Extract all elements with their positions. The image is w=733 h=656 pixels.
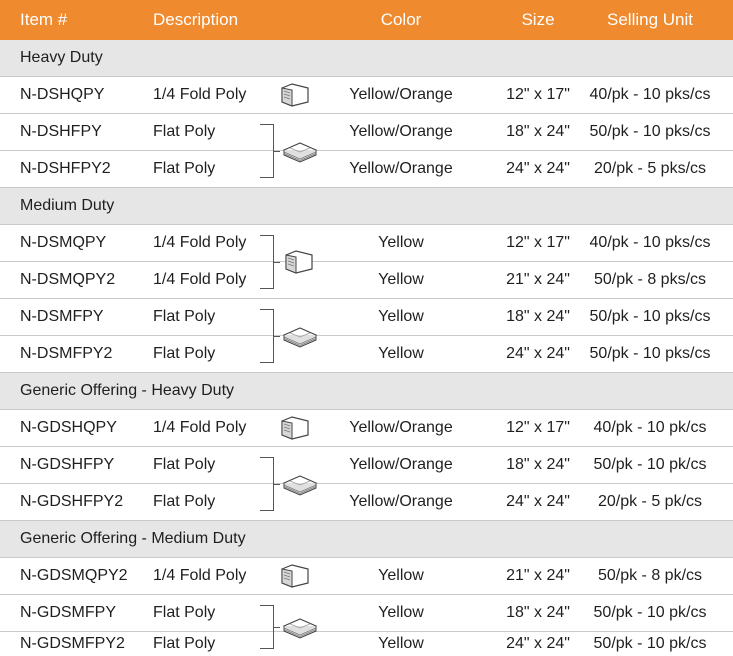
- table-row: [0, 632, 733, 656]
- quarter-fold-poly-icon: [274, 558, 318, 594]
- table-row: [0, 77, 733, 114]
- table-row: [0, 447, 733, 484]
- description: Flat Poly: [153, 493, 216, 510]
- description: 1/4 Fold Poly: [153, 271, 247, 288]
- quarter-fold-poly-icon: [274, 410, 318, 446]
- description: Flat Poly: [153, 635, 216, 652]
- size: 18" x 24": [506, 604, 570, 621]
- selling-unit: 50/pk - 10 pk/cs: [593, 635, 707, 652]
- size: 12" x 17": [506, 234, 570, 251]
- table-row: [0, 336, 733, 373]
- size: 24" x 24": [506, 493, 570, 510]
- section-medium-duty: [0, 188, 733, 225]
- item-number: N-GDSHFPY: [20, 456, 115, 473]
- item-number: N-GDSMQPY2: [20, 567, 128, 584]
- table-row: [0, 410, 733, 447]
- selling-unit: 40/pk - 10 pk/cs: [593, 419, 707, 436]
- table-row: [0, 558, 733, 595]
- item-number: N-GDSMFPY2: [20, 635, 125, 652]
- section-title: Generic Offering - Heavy Duty: [20, 382, 235, 399]
- size: 24" x 24": [506, 160, 570, 177]
- selling-unit: 20/pk - 5 pks/cs: [593, 160, 707, 177]
- section-title: Medium Duty: [20, 197, 115, 214]
- selling-unit: 40/pk - 10 pks/cs: [589, 86, 711, 103]
- size: 12" x 17": [506, 86, 570, 103]
- size: 18" x 24": [506, 308, 570, 325]
- color: Yellow: [378, 567, 424, 584]
- quarter-fold-poly-icon: [274, 77, 318, 113]
- selling-unit: 50/pk - 10 pks/cs: [589, 308, 711, 325]
- size: 21" x 24": [506, 271, 570, 288]
- color: Yellow: [378, 345, 424, 362]
- group-bracket: [260, 457, 274, 511]
- table-row: [0, 484, 733, 521]
- table-row: [0, 262, 733, 299]
- color: Yellow/Orange: [349, 123, 453, 140]
- group-bracket: [260, 235, 274, 289]
- item-number: N-DSHFPY: [20, 123, 102, 140]
- size: 12" x 17": [506, 419, 570, 436]
- size: 18" x 24": [506, 456, 570, 473]
- description: Flat Poly: [153, 123, 216, 140]
- selling-unit: 50/pk - 10 pk/cs: [593, 604, 707, 621]
- description: 1/4 Fold Poly: [153, 86, 247, 103]
- color: Yellow: [378, 234, 424, 251]
- description: Flat Poly: [153, 308, 216, 325]
- size: 24" x 24": [506, 345, 570, 362]
- table-row: [0, 299, 733, 336]
- color: Yellow: [378, 308, 424, 325]
- description: Flat Poly: [153, 456, 216, 473]
- item-number: N-DSMFPY: [20, 308, 104, 325]
- item-number: N-DSMQPY: [20, 234, 107, 251]
- header-color: Color: [380, 10, 422, 29]
- section-title: Generic Offering - Medium Duty: [20, 530, 246, 547]
- item-number: N-GDSHQPY: [20, 419, 117, 436]
- section-generic-heavy-duty: [0, 373, 733, 410]
- item-number: N-DSHQPY: [20, 86, 105, 103]
- color: Yellow/Orange: [349, 493, 453, 510]
- description: Flat Poly: [153, 160, 216, 177]
- group-bracket: [260, 605, 274, 649]
- group-bracket: [260, 309, 274, 363]
- item-number: N-DSMQPY2: [20, 271, 116, 288]
- selling-unit: 50/pk - 10 pks/cs: [589, 345, 711, 362]
- flat-poly-stack-icon: [280, 319, 320, 353]
- color: Yellow/Orange: [349, 86, 453, 103]
- table-header: [0, 0, 733, 40]
- description: 1/4 Fold Poly: [153, 419, 247, 436]
- color: Yellow: [378, 635, 424, 652]
- table-row: [0, 225, 733, 262]
- item-number: N-GDSMFPY: [20, 604, 116, 621]
- item-number: N-GDSHFPY2: [20, 493, 124, 510]
- item-number: N-DSHFPY2: [20, 160, 111, 177]
- description: 1/4 Fold Poly: [153, 567, 247, 584]
- selling-unit: 50/pk - 8 pks/cs: [593, 271, 707, 288]
- color: Yellow/Orange: [349, 160, 453, 177]
- selling-unit: 50/pk - 8 pk/cs: [597, 567, 703, 584]
- size: 18" x 24": [506, 123, 570, 140]
- section-heavy-duty: [0, 40, 733, 77]
- header-selling-unit: Selling Unit: [607, 10, 693, 29]
- table-row: [0, 595, 733, 632]
- selling-unit: 50/pk - 10 pks/cs: [589, 123, 711, 140]
- description: 1/4 Fold Poly: [153, 234, 247, 251]
- selling-unit: 40/pk - 10 pks/cs: [589, 234, 711, 251]
- table-row: [0, 151, 733, 188]
- selling-unit: 50/pk - 10 pk/cs: [593, 456, 707, 473]
- item-number: N-DSMFPY2: [20, 345, 113, 362]
- size: 24" x 24": [506, 635, 570, 652]
- header-item: Item #: [20, 10, 68, 29]
- color: Yellow/Orange: [349, 456, 453, 473]
- selling-unit: 20/pk - 5 pk/cs: [597, 493, 703, 510]
- color: Yellow/Orange: [349, 419, 453, 436]
- header-size: Size: [521, 10, 555, 29]
- color: Yellow: [378, 604, 424, 621]
- flat-poly-stack-icon: [280, 134, 320, 168]
- section-title: Heavy Duty: [20, 49, 103, 66]
- description: Flat Poly: [153, 345, 216, 362]
- quarter-fold-poly-icon: [280, 245, 320, 279]
- flat-poly-stack-icon: [280, 467, 320, 501]
- section-generic-medium-duty: [0, 521, 733, 558]
- description: Flat Poly: [153, 604, 216, 621]
- color: Yellow: [378, 271, 424, 288]
- flat-poly-stack-icon: [280, 610, 320, 644]
- table-row: [0, 114, 733, 151]
- size: 21" x 24": [506, 567, 570, 584]
- group-bracket: [260, 124, 274, 178]
- header-description: Description: [153, 10, 239, 29]
